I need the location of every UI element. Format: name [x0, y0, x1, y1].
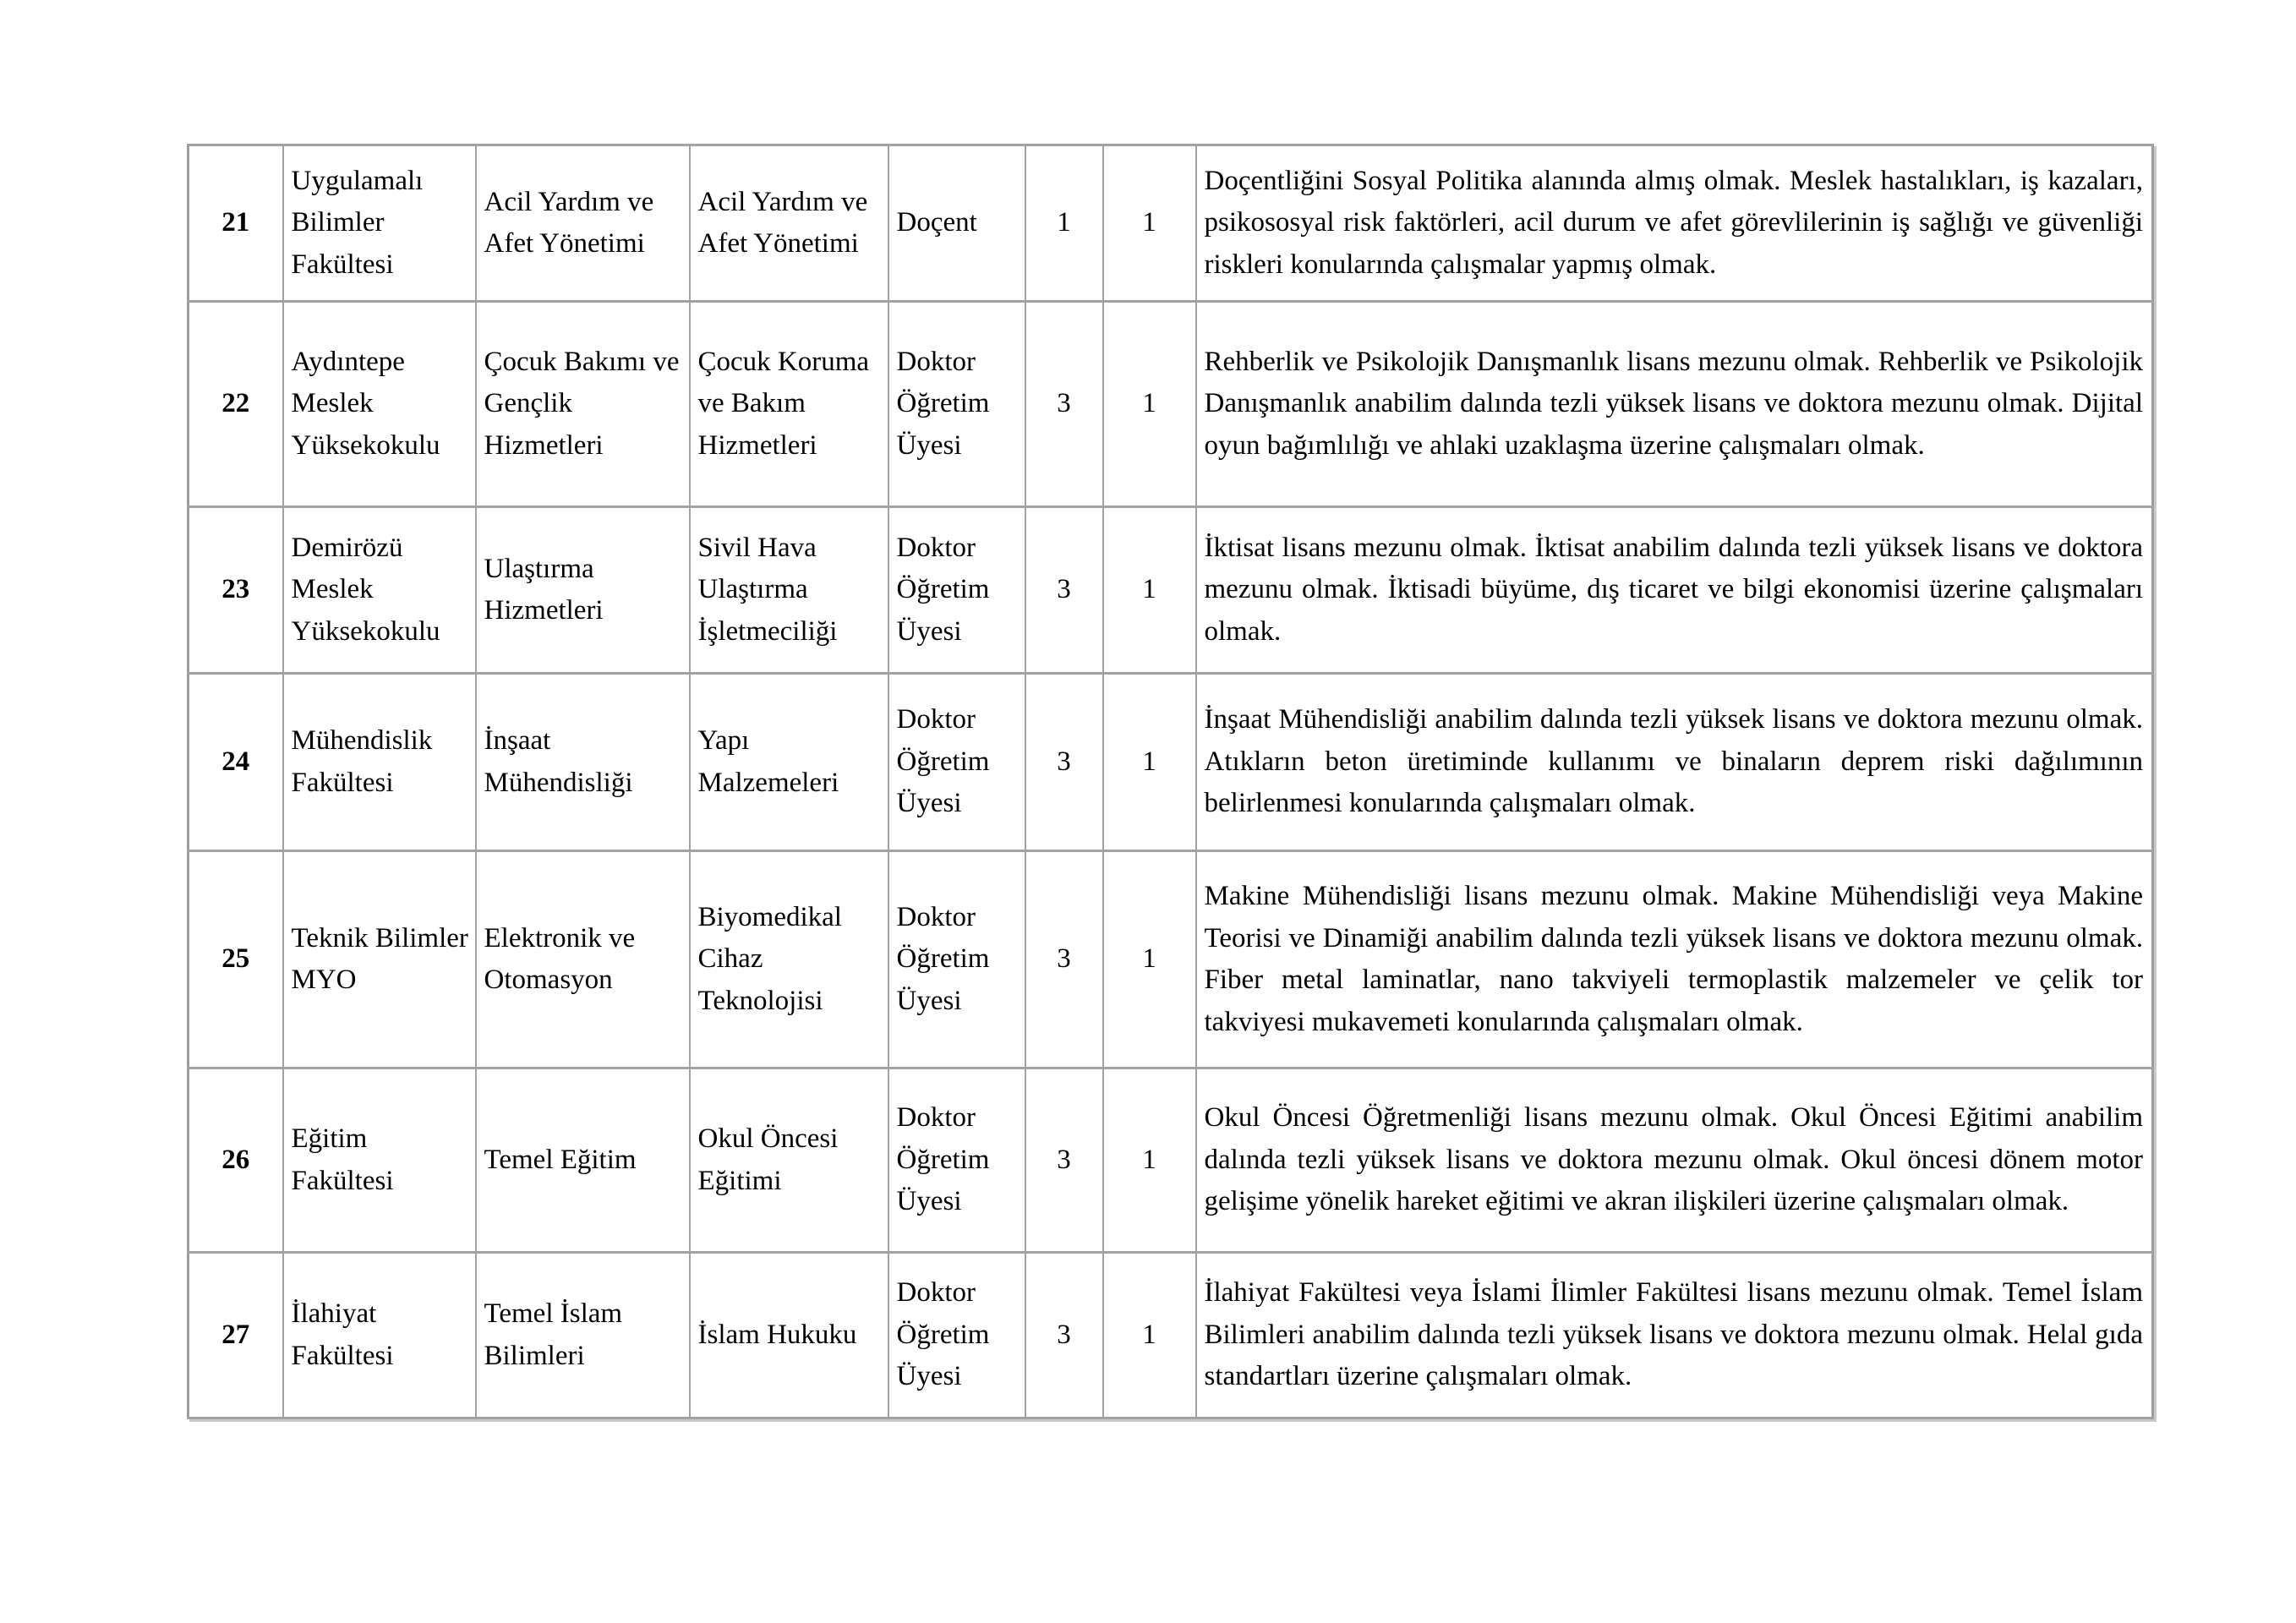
cell-requirements: Okul Öncesi Öğretmenliği lisans mezunu olmak. Okul Öncesi Eğitimi anabilim dalında tezli yüksek lisans ve doktora mezunu olmak. Okul öncesi dönem motor gelişime yönelik hareket eğitimi ve akran ilişkileri üzerine çalışmaları olmak.: [1196, 1068, 2153, 1253]
cell-program: Çocuk Koruma ve Bakım Hizmetleri: [690, 302, 888, 507]
cell-faculty: Mühendislik Fakültesi: [283, 674, 476, 851]
cell-department: İnşaat Mühendisliği: [476, 674, 690, 851]
cell-grade: 3: [1025, 1253, 1103, 1418]
cell-count: 1: [1103, 1253, 1196, 1418]
cell-count: 1: [1103, 302, 1196, 507]
cell-faculty: Teknik Bilimler MYO: [283, 851, 476, 1068]
cell-requirements: Doçentliğini Sosyal Politika alanında almış olmak. Meslek hastalıkları, iş kazaları, psikososyal risk faktörleri, acil durum ve afet görevlilerinin iş sağlığı ve güvenliği riskleri konularında çalışmalar yapmış olmak.: [1196, 145, 2153, 302]
cell-department: Çocuk Bakımı ve Gençlik Hizmetleri: [476, 302, 690, 507]
cell-faculty: Uygulamalı Bilimler Fakültesi: [283, 145, 476, 302]
cell-no: 25: [189, 851, 283, 1068]
cell-title: Doktor Öğretim Üyesi: [888, 851, 1025, 1068]
table-row: [189, 851, 2153, 1068]
cell-grade: 3: [1025, 1068, 1103, 1253]
cell-faculty: Aydıntepe Meslek Yüksekokulu: [283, 302, 476, 507]
table-row: [189, 145, 2153, 302]
cell-department: Elektronik ve Otomasyon: [476, 851, 690, 1068]
cell-grade: 3: [1025, 302, 1103, 507]
cell-grade: 3: [1025, 507, 1103, 674]
cell-program: Acil Yardım ve Afet Yönetimi: [690, 145, 888, 302]
cell-count: 1: [1103, 145, 1196, 302]
cell-grade: 1: [1025, 145, 1103, 302]
cell-title: Doktor Öğretim Üyesi: [888, 1068, 1025, 1253]
table-row: [189, 507, 2153, 674]
cell-count: 1: [1103, 507, 1196, 674]
cell-requirements: İktisat lisans mezunu olmak. İktisat anabilim dalında tezli yüksek lisans ve doktora mezunu olmak. İktisadi büyüme, dış ticaret ve bilgi ekonomisi üzerine çalışmaları olmak.: [1196, 507, 2153, 674]
cell-grade: 3: [1025, 851, 1103, 1068]
cell-no: 21: [189, 145, 283, 302]
cell-requirements: Makine Mühendisliği lisans mezunu olmak. Makine Mühendisliği veya Makine Teorisi ve Dinamiği anabilim dalında tezli yüksek lisans ve doktora mezunu olmak. Fiber metal laminatlar, nano takviyeli termoplastik malzemeler ve çelik tor takviyesi mukavemeti konularında çalışmaları olmak.: [1196, 851, 2153, 1068]
cell-program: Biyomedikal Cihaz Teknolojisi: [690, 851, 888, 1068]
cell-grade: 3: [1025, 674, 1103, 851]
cell-requirements: İnşaat Mühendisliği anabilim dalında tezli yüksek lisans ve doktora mezunu olmak. Atıkların beton üretiminde kullanımı ve binaların deprem riski dağılımının belirlenmesi konularında çalışmaları olmak.: [1196, 674, 2153, 851]
cell-no: 23: [189, 507, 283, 674]
cell-program: İslam Hukuku: [690, 1253, 888, 1418]
cell-no: 27: [189, 1253, 283, 1418]
cell-requirements: İlahiyat Fakültesi veya İslami İlimler Fakültesi lisans mezunu olmak. Temel İslam Bilimleri anabilim dalında tezli yüksek lisans ve doktora mezunu olmak. Helal gıda standartları üzerine çalışmaları olmak.: [1196, 1253, 2153, 1418]
cell-faculty: Demirözü Meslek Yüksekokulu: [283, 507, 476, 674]
cell-department: Ulaştırma Hizmetleri: [476, 507, 690, 674]
cell-title: Doçent: [888, 145, 1025, 302]
table-row: [189, 674, 2153, 851]
cell-faculty: İlahiyat Fakültesi: [283, 1253, 476, 1418]
cell-title: Doktor Öğretim Üyesi: [888, 674, 1025, 851]
cell-faculty: Eğitim Fakültesi: [283, 1068, 476, 1253]
cell-title: Doktor Öğretim Üyesi: [888, 1253, 1025, 1418]
table-body: [189, 145, 2153, 1418]
table-row: [189, 1253, 2153, 1418]
cell-program: Sivil Hava Ulaştırma İşletmeciliği: [690, 507, 888, 674]
cell-program: Yapı Malzemeleri: [690, 674, 888, 851]
table-row: [189, 302, 2153, 507]
positions-table: [187, 144, 2154, 1419]
cell-no: 26: [189, 1068, 283, 1253]
cell-requirements: Rehberlik ve Psikolojik Danışmanlık lisans mezunu olmak. Rehberlik ve Psikolojik Danışmanlık anabilim dalında tezli yüksek lisans ve doktora mezunu olmak. Dijital oyun bağımlılığı ve ahlaki uzaklaşma üzerine çalışmaları olmak.: [1196, 302, 2153, 507]
cell-no: 24: [189, 674, 283, 851]
cell-count: 1: [1103, 674, 1196, 851]
cell-count: 1: [1103, 851, 1196, 1068]
cell-count: 1: [1103, 1068, 1196, 1253]
cell-title: Doktor Öğretim Üyesi: [888, 302, 1025, 507]
cell-department: Acil Yardım ve Afet Yönetimi: [476, 145, 690, 302]
cell-department: Temel Eğitim: [476, 1068, 690, 1253]
cell-program: Okul Öncesi Eğitimi: [690, 1068, 888, 1253]
table-row: [189, 1068, 2153, 1253]
cell-title: Doktor Öğretim Üyesi: [888, 507, 1025, 674]
cell-department: Temel İslam Bilimleri: [476, 1253, 690, 1418]
cell-no: 22: [189, 302, 283, 507]
